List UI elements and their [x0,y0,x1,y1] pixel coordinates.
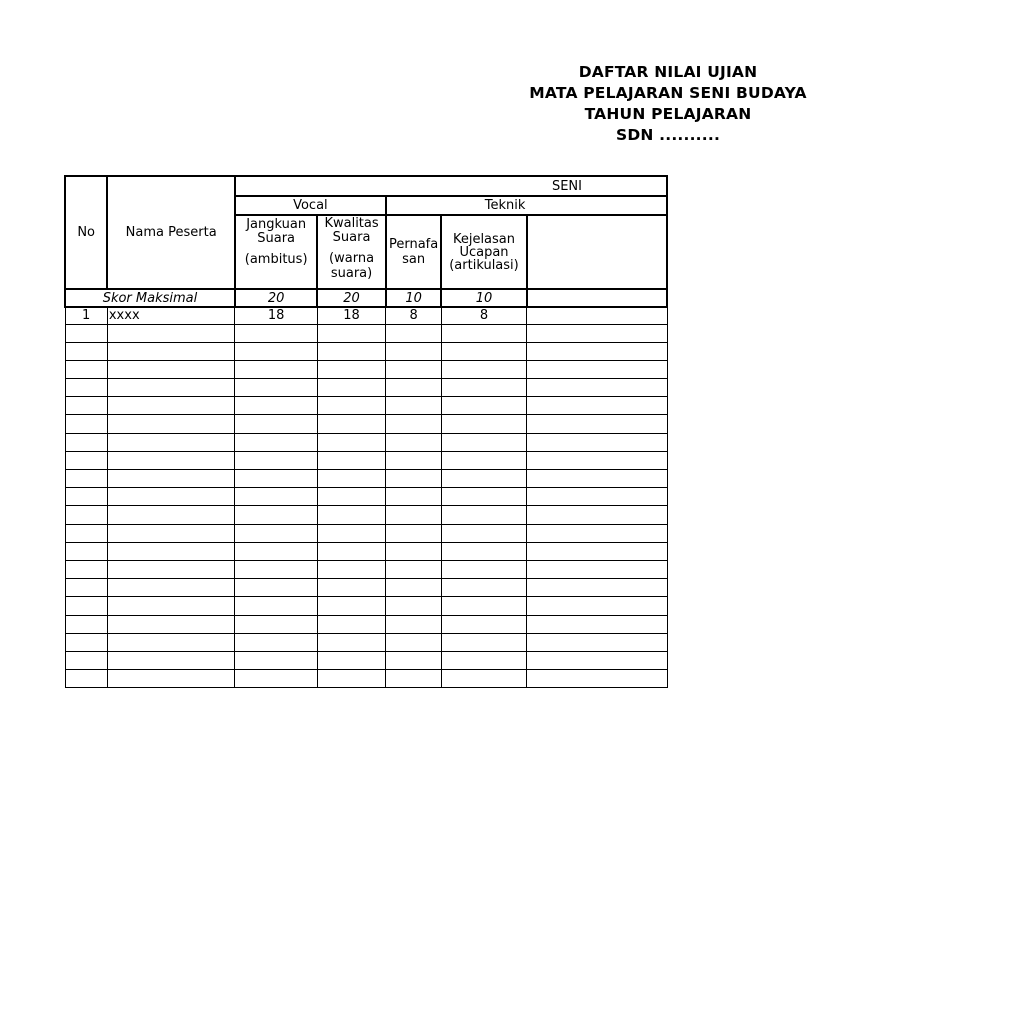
empty-cell [317,651,385,669]
empty-cell [235,360,317,378]
empty-cell [65,579,107,597]
empty-cell [317,397,385,415]
empty-cell [235,397,317,415]
empty-cell [527,651,667,669]
empty-cell [441,379,526,397]
table-row [65,415,667,433]
empty-cell [386,615,442,633]
header-nama-peserta: Nama Peserta [107,176,235,289]
table-row [65,488,667,506]
empty-cell [65,524,107,542]
empty-cell [386,415,442,433]
cell-nama: xxxx [107,307,235,324]
header-jangkuan-suara [235,215,317,289]
empty-cell [441,670,526,688]
empty-cell [386,324,442,342]
skor-jangkuan: 20 [235,289,317,307]
table-row [65,560,667,578]
empty-cell [65,397,107,415]
document-title-line-1: DAFTAR NILAI UJIAN [578,63,758,81]
skor-pernafasan: 10 [386,289,442,307]
empty-cell [441,470,526,488]
skor-maksimal-label: Skor Maksimal [65,289,235,307]
empty-cell [235,451,317,469]
skor-cut-off [527,289,667,307]
empty-cell [65,451,107,469]
empty-cell [317,324,385,342]
cell-pernafasan: 8 [386,307,442,324]
empty-cell [441,506,526,524]
table-row [65,615,667,633]
empty-cell [527,360,667,378]
empty-cell [65,615,107,633]
table-row [65,342,667,360]
empty-cell [107,506,235,524]
header-pernafasan: Pernafasan [386,215,442,289]
empty-cell [65,415,107,433]
empty-cell [441,360,526,378]
empty-cell [317,342,385,360]
empty-cell [317,670,385,688]
empty-cell [235,506,317,524]
table-row [65,597,667,615]
empty-cell [235,324,317,342]
empty-cell [527,506,667,524]
empty-cell [107,560,235,578]
empty-cell [317,560,385,578]
empty-cell [386,633,442,651]
empty-cell [527,488,667,506]
cell-jangkuan: 18 [235,307,317,324]
empty-cell [527,324,667,342]
empty-cell [235,560,317,578]
empty-cell [65,360,107,378]
empty-cell [65,560,107,578]
empty-cell [386,360,442,378]
empty-cell [65,542,107,560]
table-row [65,470,667,488]
empty-cell [527,579,667,597]
table-row [65,670,667,688]
empty-cell [317,433,385,451]
empty-cell [527,542,667,560]
empty-cell [65,470,107,488]
header-kwalitas-suara-label: Kwalitas Suara [324,216,379,245]
empty-cell [107,360,235,378]
empty-cell [235,542,317,560]
empty-cell [107,633,235,651]
empty-cell [235,597,317,615]
empty-cell [527,433,667,451]
empty-cell [65,597,107,615]
table-row [65,324,667,342]
empty-cell [65,379,107,397]
empty-cell [317,615,385,633]
empty-cell [386,379,442,397]
empty-cell [317,524,385,542]
empty-cell [235,433,317,451]
skor-kwalitas: 20 [317,289,385,307]
table-row [65,651,667,669]
empty-cell [527,451,667,469]
table-row [65,633,667,651]
header-jangkuan-ambitus: (ambitus) [244,252,308,267]
table-row [65,451,667,469]
empty-cell [527,615,667,633]
empty-cell [527,379,667,397]
empty-cell [386,342,442,360]
empty-cell [441,433,526,451]
cell-no: 1 [65,307,107,324]
document-title-line-4: SDN .......... [615,126,721,144]
empty-cell [107,579,235,597]
empty-cell [235,670,317,688]
empty-cell [441,651,526,669]
table-row [65,360,667,378]
empty-cell [317,379,385,397]
empty-cell [527,397,667,415]
header-kejelasan-ucapan: Kejelasan Ucapan (artikulasi) [441,215,526,289]
empty-cell [441,451,526,469]
empty-cell [65,651,107,669]
empty-cell [65,488,107,506]
empty-cell [386,506,442,524]
empty-cell [527,633,667,651]
empty-cell [107,470,235,488]
empty-cell [235,415,317,433]
empty-cell [386,560,442,578]
empty-cell [107,415,235,433]
empty-cell [107,342,235,360]
empty-cell [441,597,526,615]
empty-cell [441,542,526,560]
empty-cell [441,579,526,597]
empty-cell [235,379,317,397]
empty-cell [527,415,667,433]
table-row [65,379,667,397]
table-row [65,506,667,524]
empty-cell [527,470,667,488]
empty-cell [441,488,526,506]
empty-cell [107,379,235,397]
empty-cell [317,470,385,488]
empty-cell [317,542,385,560]
table-row [65,524,667,542]
header-vocal: Vocal [235,196,386,215]
empty-cell [527,342,667,360]
empty-cell [441,633,526,651]
empty-cell [317,633,385,651]
header-teknik: Teknik [386,196,667,215]
document-title-line-2: MATA PELAJARAN SENI BUDAYA [529,84,807,102]
empty-cell [107,542,235,560]
empty-cell [65,506,107,524]
empty-cell [317,415,385,433]
table-row [65,579,667,597]
table-row [65,397,667,415]
empty-cell [317,360,385,378]
table-row [65,542,667,560]
empty-cell [317,506,385,524]
empty-cell [386,670,442,688]
empty-cell [386,397,442,415]
header-seni-group: SENI [235,176,667,196]
empty-cell [317,597,385,615]
empty-cell [527,524,667,542]
empty-cell [65,433,107,451]
empty-cell [317,488,385,506]
empty-cell [527,670,667,688]
empty-cell [107,597,235,615]
table-row [65,433,667,451]
empty-cell [527,597,667,615]
empty-cell [386,597,442,615]
empty-cell [441,560,526,578]
empty-cell [235,342,317,360]
empty-cell [107,651,235,669]
header-cut-off-column [527,215,667,289]
empty-cell [107,397,235,415]
empty-cell [65,324,107,342]
empty-cell [441,342,526,360]
document-title-line-3: TAHUN PELAJARAN [584,105,752,123]
empty-cell [107,524,235,542]
empty-cell [441,415,526,433]
table-row [65,307,667,324]
empty-cell [386,488,442,506]
skor-kejelasan: 10 [441,289,526,307]
skor-maksimal-row [65,289,667,307]
cell-kwalitas: 18 [317,307,385,324]
empty-cell [386,651,442,669]
empty-cell [527,560,667,578]
empty-cell [235,651,317,669]
empty-cell [235,633,317,651]
header-no: No [65,176,107,289]
header-jangkuan-suara-label: Jangkuan Suara [246,217,307,246]
empty-cell [107,324,235,342]
empty-cell [441,615,526,633]
empty-cell [441,524,526,542]
cell-kejelasan: 8 [441,307,526,324]
empty-cell [386,542,442,560]
empty-cell [65,342,107,360]
cell-cut-off [527,307,667,324]
header-kwalitas-warna: (warna suara) [329,251,375,281]
empty-cell [386,470,442,488]
empty-cell [441,324,526,342]
empty-cell [235,524,317,542]
grades-table [64,175,668,688]
empty-cell [107,670,235,688]
empty-cell [65,633,107,651]
empty-cell [386,451,442,469]
empty-rows [65,324,667,688]
empty-cell [386,433,442,451]
empty-cell [107,451,235,469]
empty-cell [235,470,317,488]
empty-cell [386,579,442,597]
empty-cell [107,433,235,451]
empty-cell [441,397,526,415]
header-kwalitas-suara [317,215,385,289]
empty-cell [317,451,385,469]
empty-cell [235,579,317,597]
empty-cell [317,579,385,597]
empty-cell [107,488,235,506]
empty-cell [235,488,317,506]
empty-cell [65,670,107,688]
empty-cell [386,524,442,542]
empty-cell [235,615,317,633]
empty-cell [107,615,235,633]
